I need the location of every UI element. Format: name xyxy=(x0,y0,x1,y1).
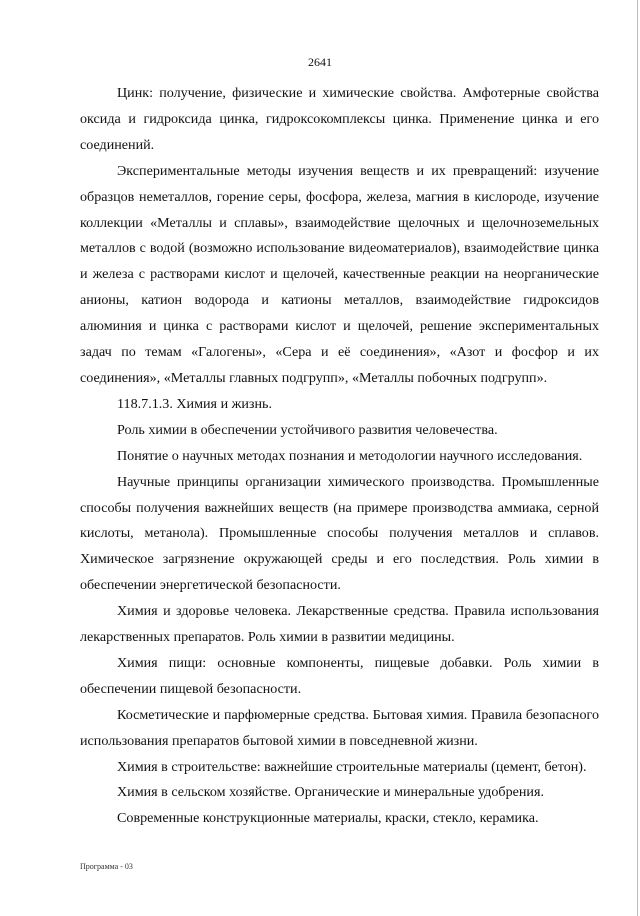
scan-edge-line xyxy=(637,0,638,916)
paragraph-chemical-production: Научные принципы организации химического производства. Промышленные способы получения важнейших веществ (на примере производства аммиака, серной кислоты, метанола). Промышленные способы получения металлов и сплавов. Химическое загрязнение окружающей среды и его последствия. Роль химии в обеспечении энергетической безопасности. xyxy=(80,473,599,594)
paragraph-construction: Химия в строительстве: важнейшие строительные материалы (цемент, бетон). xyxy=(117,758,587,775)
section-heading: 118.7.1.3. Химия и жизнь. xyxy=(117,395,272,412)
footer-label: Программа - 03 xyxy=(80,862,133,871)
paragraph-scientific-methods: Понятие о научных методах познания и методологии научного исследования. xyxy=(117,447,583,464)
page-number: 2641 xyxy=(308,55,332,69)
paragraph-zinc: Цинк: получение, физические и химические свойства. Амфотерные свойства оксида и гидроксида цинка, гидроксокомплексы цинка. Применение цинка и его соединений. xyxy=(80,85,599,153)
paragraph-materials: Современные конструкционные материалы, краски, стекло, керамика. xyxy=(117,810,539,827)
paragraph-health: Химия и здоровье человека. Лекарственные средства. Правила использования лекарственных препаратов. Роль химии в развитии медицины. xyxy=(80,603,599,646)
paragraph-experimental-methods: Экспериментальные методы изучения веществ и их превращений: изучение образцов неметаллов, горение серы, фосфора, железа, магния в кислороде, изучение коллекции «Металлы и сплавы», взаимодействие щелочных и щелочноземельных металлов с водой (возможно использование видеоматериалов), взаимодействие цинка и железа с растворами кислот и щелочей, качественные реакции на неорганические анионы, катион водорода и катионы металлов, взаимодействие гидроксидов алюминия и цинка с растворами кислот и щелочей, решение экспериментальных задач по темам «Галогены», «Сера и её соединения», «Азот и фосфор и их соединения», «Металлы главных подгрупп», «Металлы побочных подгрупп». xyxy=(80,162,599,386)
text-body xyxy=(80,81,599,832)
paragraph-food-chemistry: Химия пищи: основные компоненты, пищевые добавки. Роль химии в обеспечении пищевой безопасности. xyxy=(80,654,599,697)
paragraph-cosmetics: Косметические и парфюмерные средства. Бытовая химия. Правила безопасного использования препаратов бытовой химии в повседневной жизни. xyxy=(80,706,599,749)
paragraph-sustainable-development: Роль химии в обеспечении устойчивого развития человечества. xyxy=(117,421,498,438)
paragraph-agriculture: Химия в сельском хозяйстве. Органические и минеральные удобрения. xyxy=(117,784,544,801)
